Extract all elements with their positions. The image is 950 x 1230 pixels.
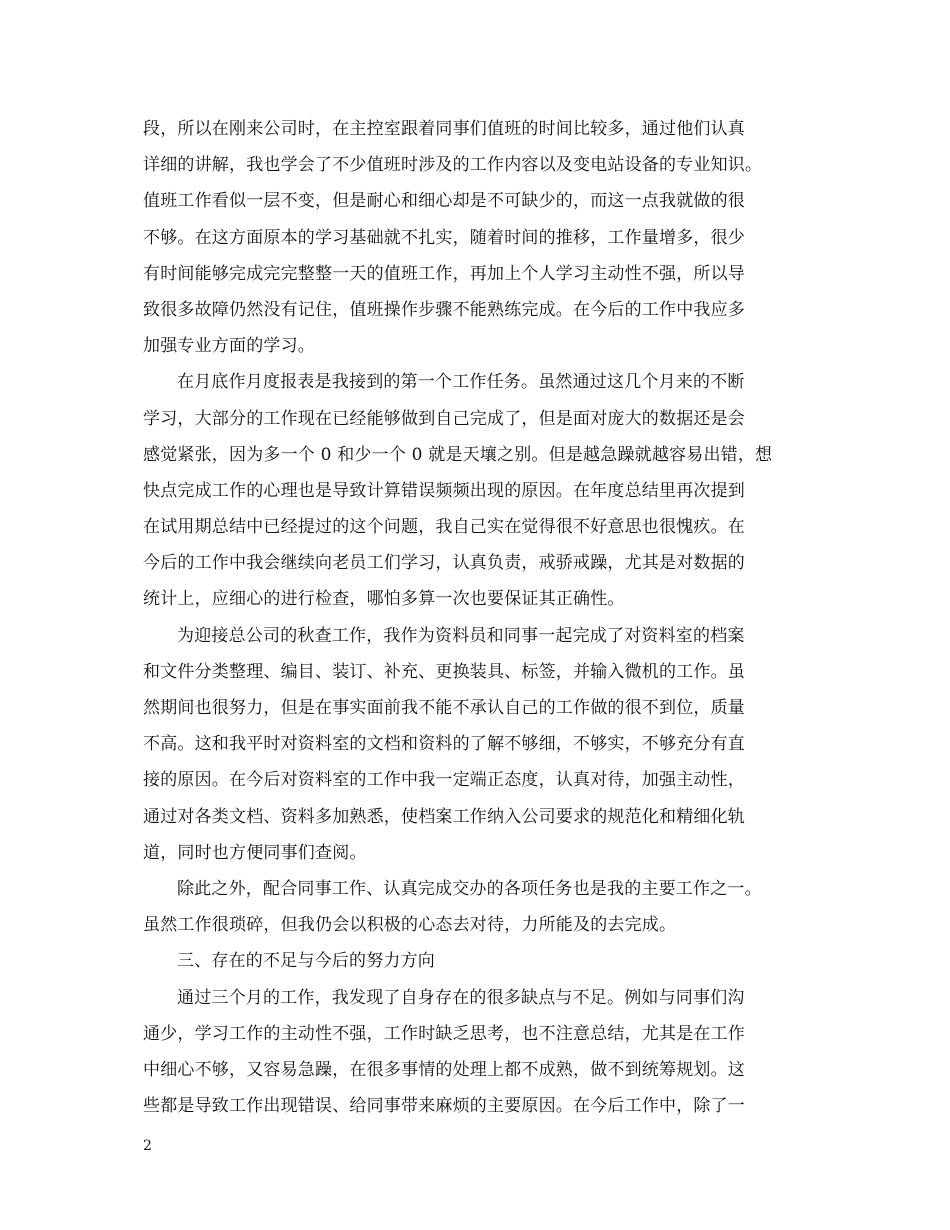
text-line: 通过对各类文档、资料多加熟悉，使档案工作纳入公司要求的规范化和精细化轨 <box>143 806 745 827</box>
text-line: 不够。在这方面原本的学习基础就不扎实，随着时间的推移，工作量增多，很少 <box>143 227 745 248</box>
text-line: 然期间也很努力，但是在事实面前我不能不承认自己的工作做的很不到位，质量 <box>143 698 745 718</box>
text-line: 通过三个月的工作，我发现了自身存在的很多缺点与不足。例如与同事们沟 <box>177 987 745 1008</box>
text-line: 致很多故障仍然没有记住，值班操作步骤不能熟练完成。在今后的工作中我应多 <box>143 299 745 320</box>
text-line: 今后的工作中我会继续向老员工们学习，认真负责，戒骄戒躁，尤其是对数据的 <box>143 553 745 574</box>
document-body-text <box>143 111 815 1124</box>
text-line: 为迎接总公司的秋查工作，我作为资料员和同事一起完成了对资料室的档案 <box>177 625 745 646</box>
text-line: 不高。这和我平时对资料室的文档和资料的了解不够细，不够实，不够充分有直 <box>143 734 745 755</box>
text-line: 些都是导致工作出现错误、给同事带来麻烦的主要原因。在今后工作中，除了一 <box>143 1096 745 1117</box>
page-number: 2 <box>143 1138 152 1154</box>
text-line: 感觉紧张，因为多一个 0 和少一个 0 就是天壤之别。但是越急躁就越容易出错，想 <box>143 444 773 465</box>
text-line: 虽然工作很琐碎，但我仍会以积极的心态去对待，力所能及的去完成。 <box>143 915 677 936</box>
text-line: 三、存在的不足与今后的努力方向 <box>177 951 435 972</box>
text-line: 中细心不够，又容易急躁，在很多事情的处理上都不成熟，做不到统筹规划。这 <box>143 1059 745 1080</box>
text-line: 接的原因。在今后对资料室的工作中我一定端正态度，认真对待，加强主动性， <box>143 770 745 791</box>
text-line: 和文件分类整理、编目、装订、补充、更换装具、标签，并输入微机的工作。虽 <box>143 661 745 682</box>
text-line: 学习，大部分的工作现在已经能够做到自己完成了，但是面对庞大的数据还是会 <box>143 408 745 429</box>
text-line: 在月底作月度报表是我接到的第一个工作任务。虽然通过这几个月来的不断 <box>177 372 745 393</box>
text-line: 段，所以在刚来公司时，在主控室跟着同事们值班的时间比较多，通过他们认真 <box>143 119 745 139</box>
text-line: 快点完成工作的心理也是导致计算错误频频出现的原因。在年度总结里再次提到 <box>143 480 745 501</box>
text-line: 道，同时也方便同事们查阅。 <box>143 842 367 863</box>
text-line: 详细的讲解，我也学会了不少值班时涉及的工作内容以及变电站设备的专业知识。 <box>143 155 763 176</box>
text-line: 通少，学习工作的主动性不强，工作时缺乏思考，也不注意总结，尤其是在工作 <box>143 1023 745 1044</box>
text-line: 在试用期总结中已经提过的这个问题，我自己实在觉得很不好意思也很愧疚。在 <box>143 517 745 538</box>
text-line: 有时间能够完成完完整整一天的值班工作，再加上个人学习主动性不强，所以导 <box>143 263 745 284</box>
text-line: 加强专业方面的学习。 <box>143 336 315 357</box>
text-line: 统计上，应细心的进行检查，哪怕多算一次也要保证其正确性。 <box>143 589 625 610</box>
text-line: 除此之外，配合同事工作、认真完成交办的各项任务也是我的主要工作之一。 <box>177 878 762 899</box>
text-line: 值班工作看似一层不变，但是耐心和细心却是不可缺少的，而这一点我就做的很 <box>143 191 745 212</box>
